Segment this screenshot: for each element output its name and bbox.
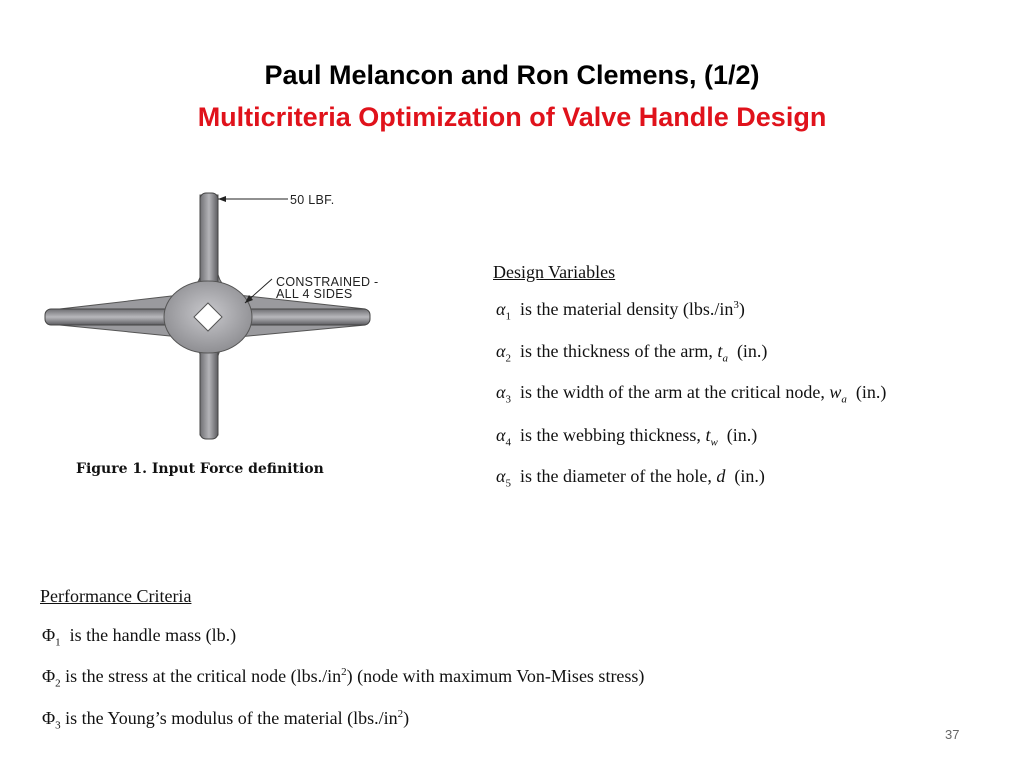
force-label: 50 LBF. bbox=[290, 193, 335, 207]
performance-criterion-3: $\Phi_3$ is the Young’s modulus of the material $(lbs./in^2)$ bbox=[42, 708, 410, 732]
slide-subtitle: Multicriteria Optimization of Valve Handle Design bbox=[197, 102, 827, 132]
performance-criteria-heading: Performance Criteria bbox=[40, 586, 192, 606]
slide-title: Paul Melancon and Ron Clemens, (1/2) bbox=[264, 60, 760, 90]
figure-caption: Figure 1. Input Force definition bbox=[76, 461, 324, 477]
constrained-label-line1: CONSTRAINED - bbox=[276, 275, 379, 289]
design-variable-1: $\alpha_1$ is the material density $(lbs./in^3)$ bbox=[496, 299, 745, 323]
valve-handle-drawing bbox=[40, 185, 420, 455]
design-variable-4: $\alpha_4$ is the webbing thickness, $t_w$ (in.) bbox=[496, 425, 758, 449]
design-variables-heading: Design Variables bbox=[493, 262, 616, 282]
valve-handle-figure bbox=[40, 185, 420, 455]
design-variable-5: $\alpha_5$ is the diameter of the hole, d (in.) bbox=[496, 466, 765, 490]
design-variable-3: $\alpha_3$ is the width of the arm at the critical node, $w_a$ (in.) bbox=[496, 382, 887, 406]
constrained-label-line2: ALL 4 SIDES bbox=[276, 287, 353, 301]
performance-criterion-2: $\Phi_2$ is the stress at the critical node $(lbs./in^2)$ (node with maximum Von-Mises stress) bbox=[42, 666, 645, 690]
design-variable-2: $\alpha_2$ is the thickness of the arm, $t_a$ (in.) bbox=[496, 341, 768, 365]
performance-criterion-1: $\Phi_1$ is the handle mass (lb.) bbox=[42, 625, 237, 649]
page-number: 37 bbox=[945, 727, 960, 742]
